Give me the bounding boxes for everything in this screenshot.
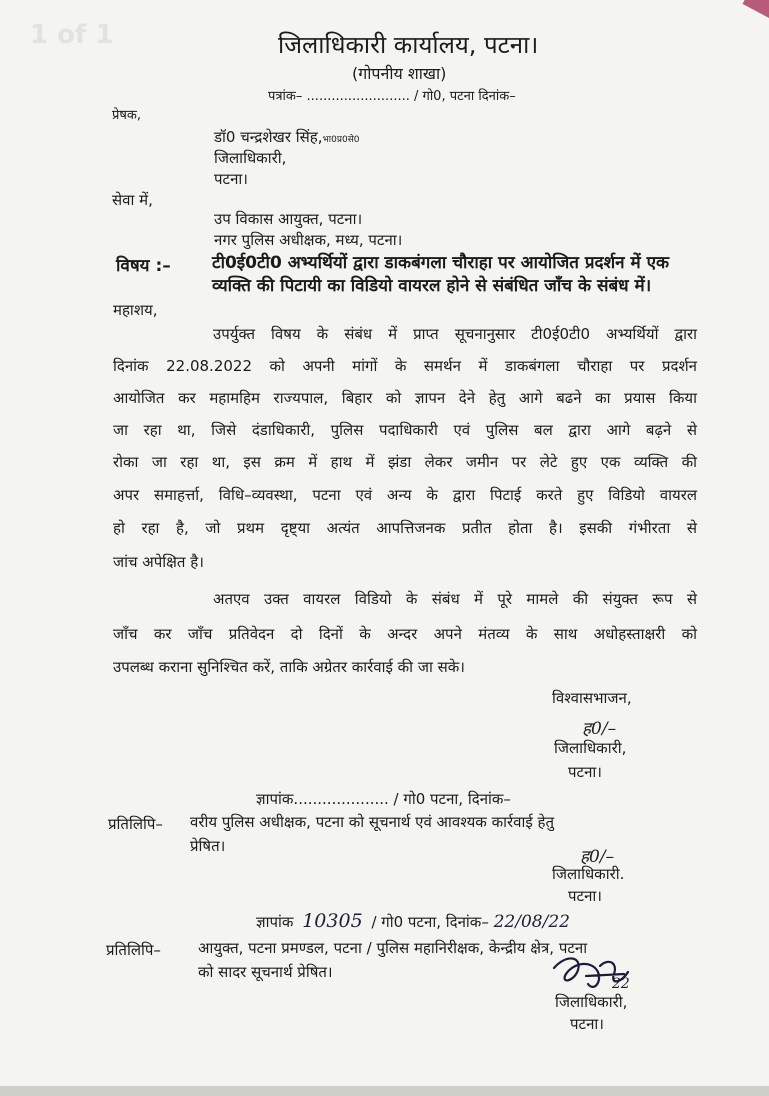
to-label: सेवा में, bbox=[112, 191, 153, 209]
signer-title-3: जिलाधिकारी, bbox=[555, 993, 628, 1011]
copy-2-line-1: आयुक्त, पटना प्रमण्डल, पटना / पुलिस महानिरीक्षक, केन्द्रीय क्षेत्र, पटना bbox=[198, 939, 588, 957]
copy-label-1: प्रतिलिपि– bbox=[108, 815, 163, 833]
sender-suffix: भा0प्र0से0 bbox=[322, 135, 360, 145]
body-line-7: हो रहा है, जो प्रथम दृष्ट्या अत्यंत आपत्तिजनक प्रतीत होता है। इसकी गंभीरता से bbox=[113, 519, 697, 537]
closing: विश्वासभाजन, bbox=[552, 689, 632, 707]
subject-line-2: व्यक्ति की पिटायी का विडियो वायरल होने से संबंधित जाँच के संबंध में। bbox=[212, 276, 652, 296]
recipient-1: उप विकास आयुक्त, पटना। bbox=[214, 210, 363, 228]
sender-name: डॉ0 चन्द्रशेखर सिंह,भा0प्र0से0 bbox=[214, 128, 360, 146]
signature-mark-2: ह0/– bbox=[580, 847, 615, 867]
body-line-4: जा रहा था, जिसे दंडाधिकारी, पुलिस पदाधिकारी एवं पुलिस बल द्वारा आगे बढ़ने से bbox=[113, 421, 697, 439]
body-line-8: जांच अपेक्षित है। bbox=[113, 553, 204, 571]
body-line-9: अतएव उक्त वायरल विडियो के संबंध में पूरे मामले की संयुक्त रूप से bbox=[213, 590, 697, 608]
sender-title: जिलाधिकारी, bbox=[214, 149, 287, 167]
branch-heading: (गोपनीय शाखा) bbox=[352, 64, 447, 83]
body-line-5: रोका जा रहा था, इस क्रम में हाथ में झंडा लेकर जमीन पर लेटे हुए एक व्यक्ति की bbox=[113, 453, 697, 471]
body-line-3: आयोजित कर महामहिम राज्यपाल, बिहार को ज्ञापन देने हेतु आगे बढने का प्रयास किया bbox=[113, 389, 697, 407]
copy-2-line-2: को सादर सूचनार्थ प्रेषित। bbox=[198, 963, 333, 981]
copy-1-line-1: वरीय पुलिस अधीक्षक, पटना को सूचनार्थ एवं आवश्यक कार्रवाई हेतु bbox=[190, 813, 555, 831]
body-line-2: दिनांक 22.08.2022 को अपनी मांगों के समर्थन में डाकबंगला चौराहा पर प्रदर्शन bbox=[113, 357, 697, 375]
copy-1-line-2: प्रेषित। bbox=[190, 837, 226, 855]
salutation: महाशय, bbox=[113, 301, 158, 319]
body-line-6: अपर समाहर्त्ता, विधि–व्यवस्था, पटना एवं अन्य के द्वारा पिटाई करते हुए विडियो वायरल bbox=[113, 486, 697, 504]
memo-line-1: ज्ञापांक.................... / गो0 पटना, दिनांक– bbox=[256, 790, 511, 808]
recipient-2: नगर पुलिस अधीक्षक, मध्य, पटना। bbox=[214, 231, 403, 249]
signer-title-2: जिलाधिकारी. bbox=[552, 865, 625, 883]
handwritten-initial: 22 bbox=[612, 976, 630, 992]
signer-place-2: पटना। bbox=[568, 887, 602, 905]
office-heading: जिलाधिकारी कार्यालय, पटना। bbox=[278, 31, 539, 59]
signer-place-3: पटना। bbox=[570, 1015, 604, 1033]
memo-2-prefix: ज्ञापांक bbox=[256, 913, 294, 931]
corner-clip bbox=[743, 0, 769, 18]
reference-line: पत्रांक– ......................... / गो0, पटना दिनांक– bbox=[268, 89, 516, 104]
signature-mark: ह0/– bbox=[582, 719, 617, 739]
body-line-1: उपर्युक्त विषय के संबंध में प्राप्त सूचनानुसार टी0ई0टी0 अभ्यर्थियों द्वारा bbox=[213, 325, 697, 343]
signer-title: जिलाधिकारी, bbox=[554, 739, 627, 757]
sender-place: पटना। bbox=[214, 170, 248, 188]
memo-2-middle: / गो0 पटना, दिनांक– bbox=[371, 913, 489, 931]
copy-label-2: प्रतिलिपि– bbox=[106, 941, 161, 959]
sender-label: प्रेषक, bbox=[112, 108, 142, 123]
memo-number-handwritten: 10305 bbox=[302, 910, 363, 932]
body-line-11: उपलब्ध कराना सुनिश्चित करें, ताकि अग्रेतर कार्रवाई की जा सके। bbox=[113, 658, 465, 676]
page-counter: 1 of 1 bbox=[30, 20, 114, 50]
memo-date-handwritten: 22/08/22 bbox=[493, 912, 570, 932]
memo-line-2 bbox=[256, 911, 570, 932]
signer-place: पटना। bbox=[568, 763, 602, 781]
subject-label: विषय :– bbox=[116, 256, 171, 276]
subject-line-1: टी0ई0टी0 अभ्यर्थियों द्वारा डाकबंगला चौराहा पर आयोजित प्रदर्शन में एक bbox=[212, 253, 670, 273]
body-line-10: जाँच कर जाँच प्रतिवेदन दो दिनों के अन्दर अपने मंतव्य के साथ अधोहस्ताक्षरी को bbox=[113, 625, 697, 643]
